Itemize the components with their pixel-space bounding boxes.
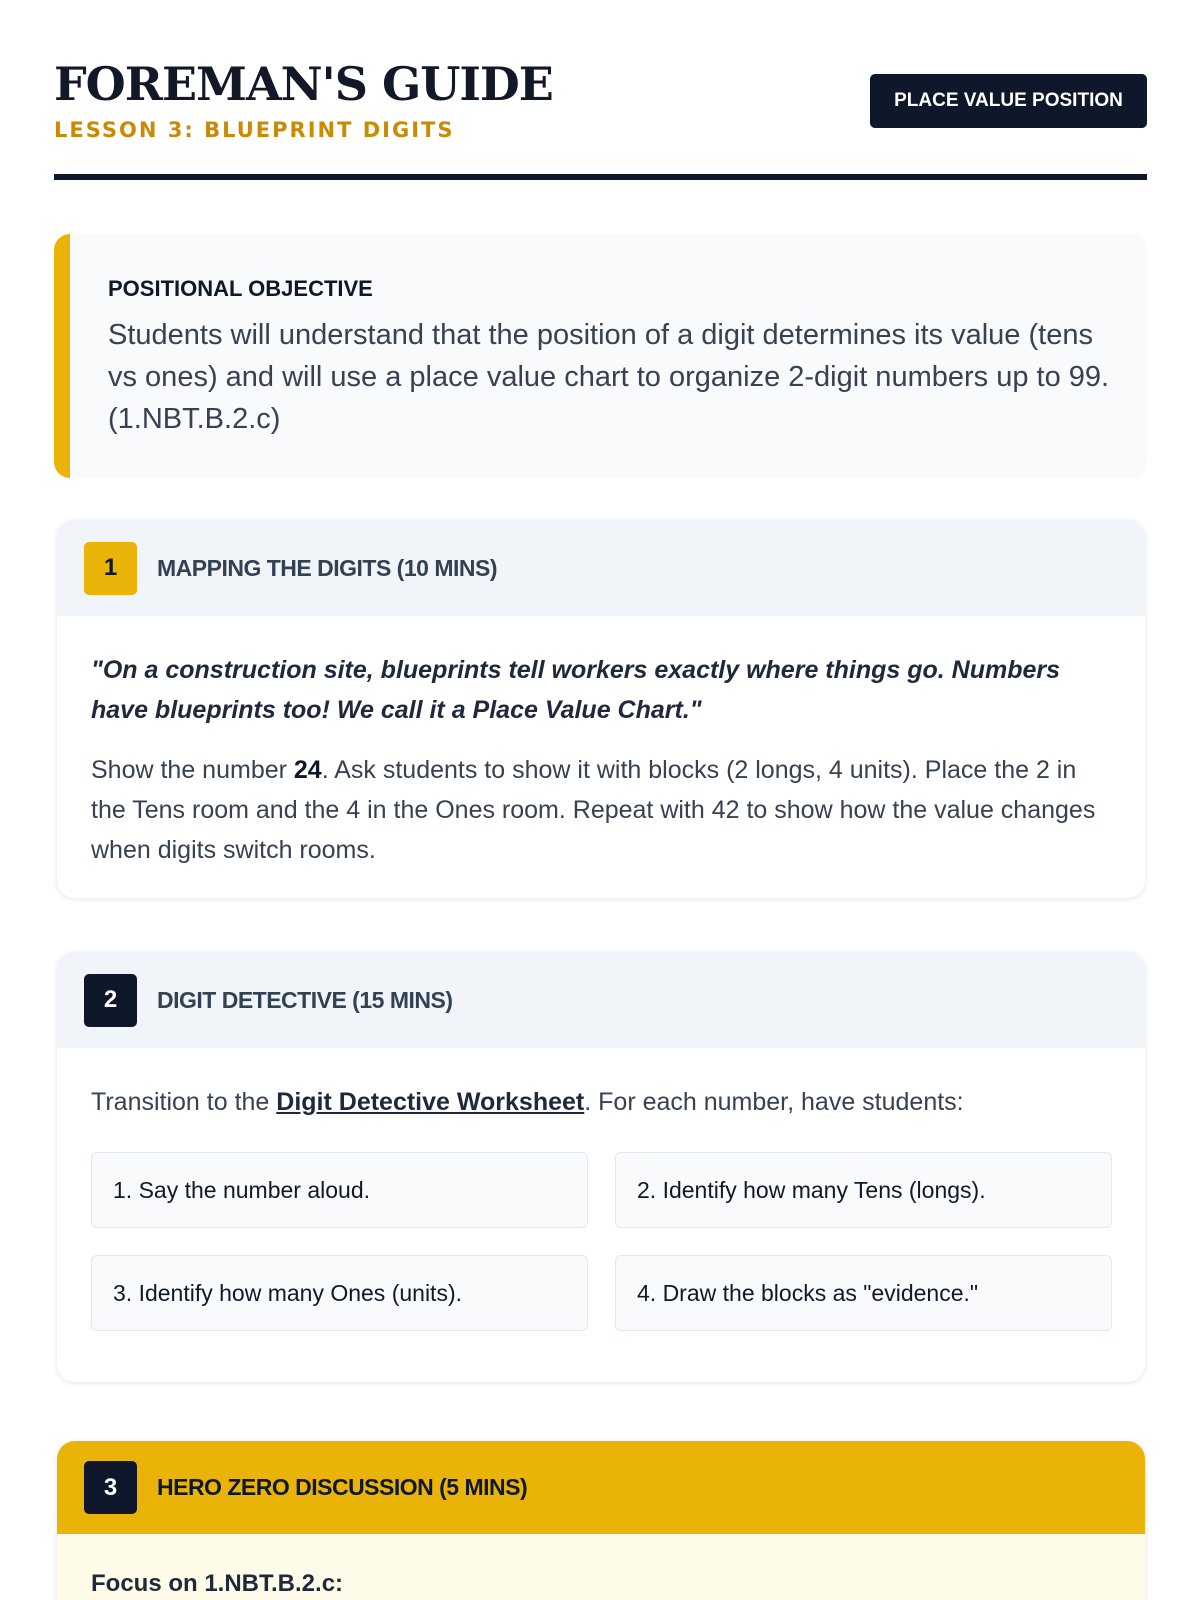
transition-text: Transition to the (91, 1088, 277, 1116)
section-body (57, 1048, 1145, 1331)
section-number: 1 (84, 542, 137, 595)
lesson-subtitle: LESSON 3: BLUEPRINT DIGITS (54, 118, 455, 142)
objective-card (54, 234, 1147, 478)
section-body (57, 616, 1145, 870)
transition-text-cont: . For each number, have students: (584, 1088, 964, 1116)
transition-paragraph (91, 1082, 1111, 1122)
topic-badge: PLACE VALUE POSITION (870, 74, 1147, 128)
page-title: FOREMAN'S GUIDE (54, 57, 553, 111)
objective-text: Students will understand that the position of a digit determines its value (tens vs ones) and will use a place value chart to organize 2-digit numbers up to 99. (1.NBT.B.2.c) (108, 319, 1110, 435)
section-header (57, 952, 1145, 1048)
section-mapping-digits (57, 520, 1145, 898)
section-title: HERO ZERO DISCUSSION (5 MINS) (157, 1474, 528, 1500)
section-number: 3 (84, 1461, 137, 1514)
example-number: 24 (293, 756, 322, 784)
instructions-paragraph (91, 750, 1111, 870)
section-title: MAPPING THE DIGITS (10 MINS) (157, 554, 497, 581)
section-title: DIGIT DETECTIVE (15 MINS) (157, 986, 453, 1013)
header-divider (54, 174, 1147, 180)
page-header (54, 57, 1147, 180)
step-card: 3. Identify how many Ones (units). (91, 1255, 588, 1331)
step-card: 4. Draw the blocks as "evidence." (615, 1255, 1112, 1331)
section-header (57, 520, 1145, 616)
section-hero-zero (57, 1441, 1145, 1600)
section-number: 2 (84, 974, 137, 1027)
step-card: 2. Identify how many Tens (longs). (615, 1152, 1112, 1228)
instructions-text: Show the number (91, 756, 294, 784)
objective-label: POSITIONAL OBJECTIVE (108, 276, 373, 301)
step-card: 1. Say the number aloud. (91, 1152, 588, 1228)
worksheet-link[interactable]: Digit Detective Worksheet (276, 1088, 585, 1116)
instructions-text-cont: . Ask students to show it with blocks (2 longs, 4 units). Place the 2 in the Tens room and the 4 in the Ones room. Repeat with 42 to show how the value changes when digits switch rooms. (91, 756, 1096, 864)
section-header (57, 1441, 1145, 1534)
focus-label: Focus on 1.NBT.B.2.c: (91, 1570, 344, 1597)
teacher-quote: "On a construction site, blueprints tell workers exactly where things go. Numbers have blueprints too! We call it a Place Value Chart." (91, 656, 1061, 724)
steps-grid (91, 1152, 1111, 1331)
section-digit-detective (57, 952, 1145, 1382)
